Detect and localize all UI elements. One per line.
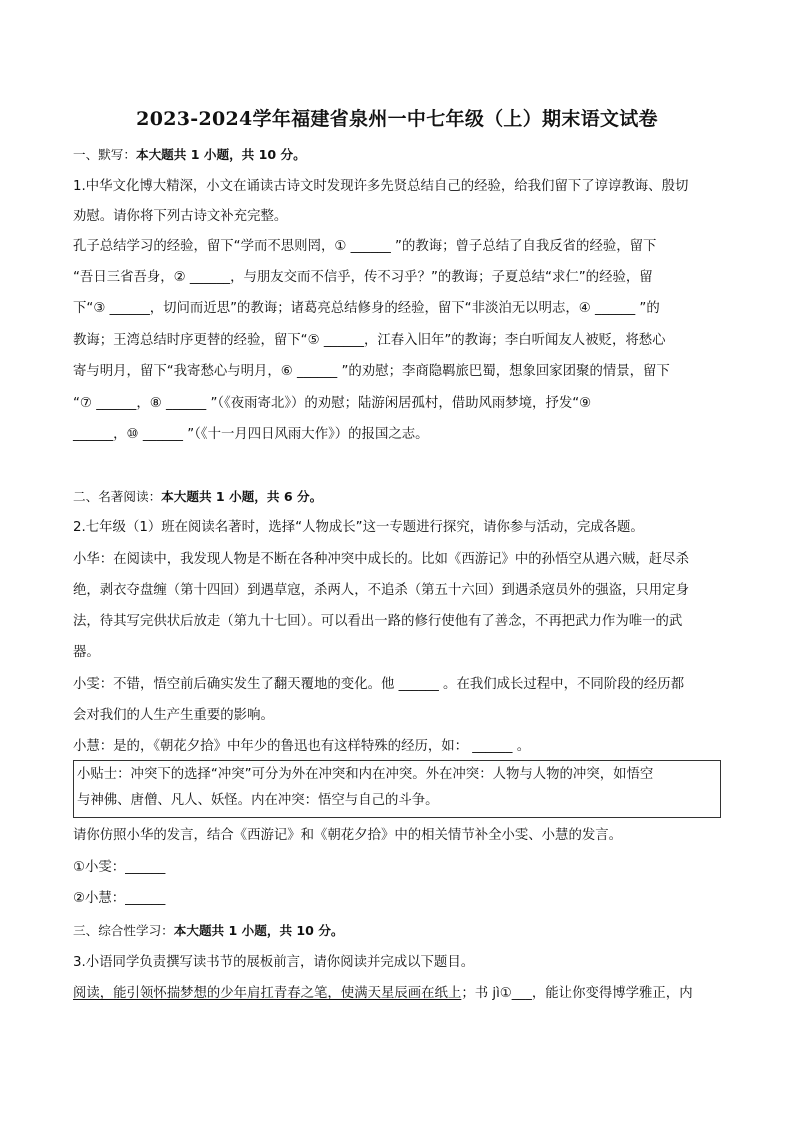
section-3-desc: 本大题共 1 小题，共 10 分。 — [173, 923, 344, 938]
section-1-desc: 本大题共 1 小题，共 10 分。 — [135, 147, 306, 162]
q2-line: 2.七年级（1）班在阅读名著时，选择“人物成长”这一专题进行探究，请你参与活动，完成各题。 — [73, 520, 644, 535]
q2-line: 小雯：不错，悟空前后确实发生了翻天覆地的变化。他 ______ 。在我们成长过程中，不同阶段的经历都 — [73, 677, 685, 692]
q2-answer-xiaowen: ①小雯：______ — [73, 860, 166, 875]
section-1-label: 一、默写： — [73, 147, 136, 162]
tip-line: 与神佛、唐僧、凡人、妖怪。内在冲突：悟空与自己的斗争。 — [77, 793, 439, 808]
q2-line: 小华：在阅读中，我发现人物是不断在各种冲突中成长的。比如《西游记》中的孙悟空从遇六贼，赶尽杀 — [73, 552, 689, 567]
q1-line: 劝慰。请你将下列古诗文补充完整。 — [73, 209, 288, 224]
q2-line: 小慧：是的，《朝花夕拾》中年少的鲁迅也有这样特殊的经历，如： ______ 。 — [73, 739, 531, 754]
section-2-heading — [73, 487, 322, 507]
section-2-label: 二、名著阅读： — [73, 489, 162, 504]
q1-line: 下“③ ______，切问而近思”的教诲；诸葛亮总结修身的经验，留下“非淡泊无以明志，④ ______ ”的 — [73, 301, 660, 316]
section-3-heading — [73, 921, 344, 941]
q2-line: 会对我们的人生产生重要的影响。 — [73, 708, 274, 723]
underlined-sentence: 阅读，能引领怀揣梦想的少年肩扛青春之笔，使满天星辰画在纸上 — [73, 986, 462, 1001]
section-3-label: 三、综合性学习： — [73, 923, 174, 938]
q3-line: 3.小语同学负责撰写读书节的展板前言，请你阅读并完成以下题目。 — [73, 955, 475, 970]
q3-passage-line — [73, 984, 693, 1004]
q1-line: 孔子总结学习的经验，留下“学而不思则罔，① ______ ”的教诲；曾子总结了自我反省的经验，留下 — [73, 239, 657, 254]
q2-instruction: 请你仿照小华的发言，结合《西游记》和《朝花夕拾》中的相关情节补全小雯、小慧的发言。 — [73, 828, 623, 843]
q2-line: 器。 — [73, 645, 100, 660]
section-2-desc: 本大题共 1 小题，共 6 分。 — [161, 489, 323, 504]
q1-line: 1.中华文化博大精深，小文在诵读古诗文时发现许多先贤总结自己的经验，给我们留下了谆谆教诲、殷切 — [73, 179, 689, 194]
q2-line: 绝，剥衣夺盘缠（第十四回）到遇草寇，杀两人，不追杀（第五十六回）到遇杀寇员外的强盗，只用定身 — [73, 583, 689, 598]
q2-answer-xiaohui: ②小慧：______ — [73, 891, 166, 906]
tip-box — [73, 760, 721, 818]
q1-line: “吾日三省吾身，② ______，与朋友交而不信乎，传不习乎？”的教诲；子夏总结“求仁”的经验，留 — [73, 270, 653, 285]
q1-line: “⑦ ______，⑧ ______ ”（《夜雨寄北》）的劝慰；陆游闲居孤村，借助风雨梦境，抒发“⑨ — [73, 396, 592, 411]
q2-line: 法，待其写完供状后放走（第九十七回）。可以看出一路的修行使他有了善念，不再把武力作为唯一的武 — [73, 614, 683, 629]
q1-line: 寄与明月，留下“我寄愁心与明月，⑥ ______ ”的劝慰；李商隐羁旅巴蜀，想象回家团聚的情景，留下 — [73, 364, 670, 379]
q1-line: 教诲；王湾总结时序更替的经验，留下“⑤ ______，江春入旧年”的教诲；李白听闻友人被贬，将愁心 — [73, 333, 666, 348]
passage-rest: ；书 jì①___，能让你变得博学雅正，内 — [461, 986, 693, 1001]
q1-line: ______，⑩ ______ ”（《十一月四日风雨大作》）的报国之志。 — [73, 427, 429, 442]
section-1-heading — [73, 145, 306, 165]
tip-line: 小贴士：冲突下的选择“冲突”可分为外在冲突和内在冲突。外在冲突：人物与人物的冲突，如悟空 — [77, 767, 654, 782]
page-title: 2023-2024学年福建省泉州一中七年级（上）期末语文试卷 — [136, 108, 658, 130]
